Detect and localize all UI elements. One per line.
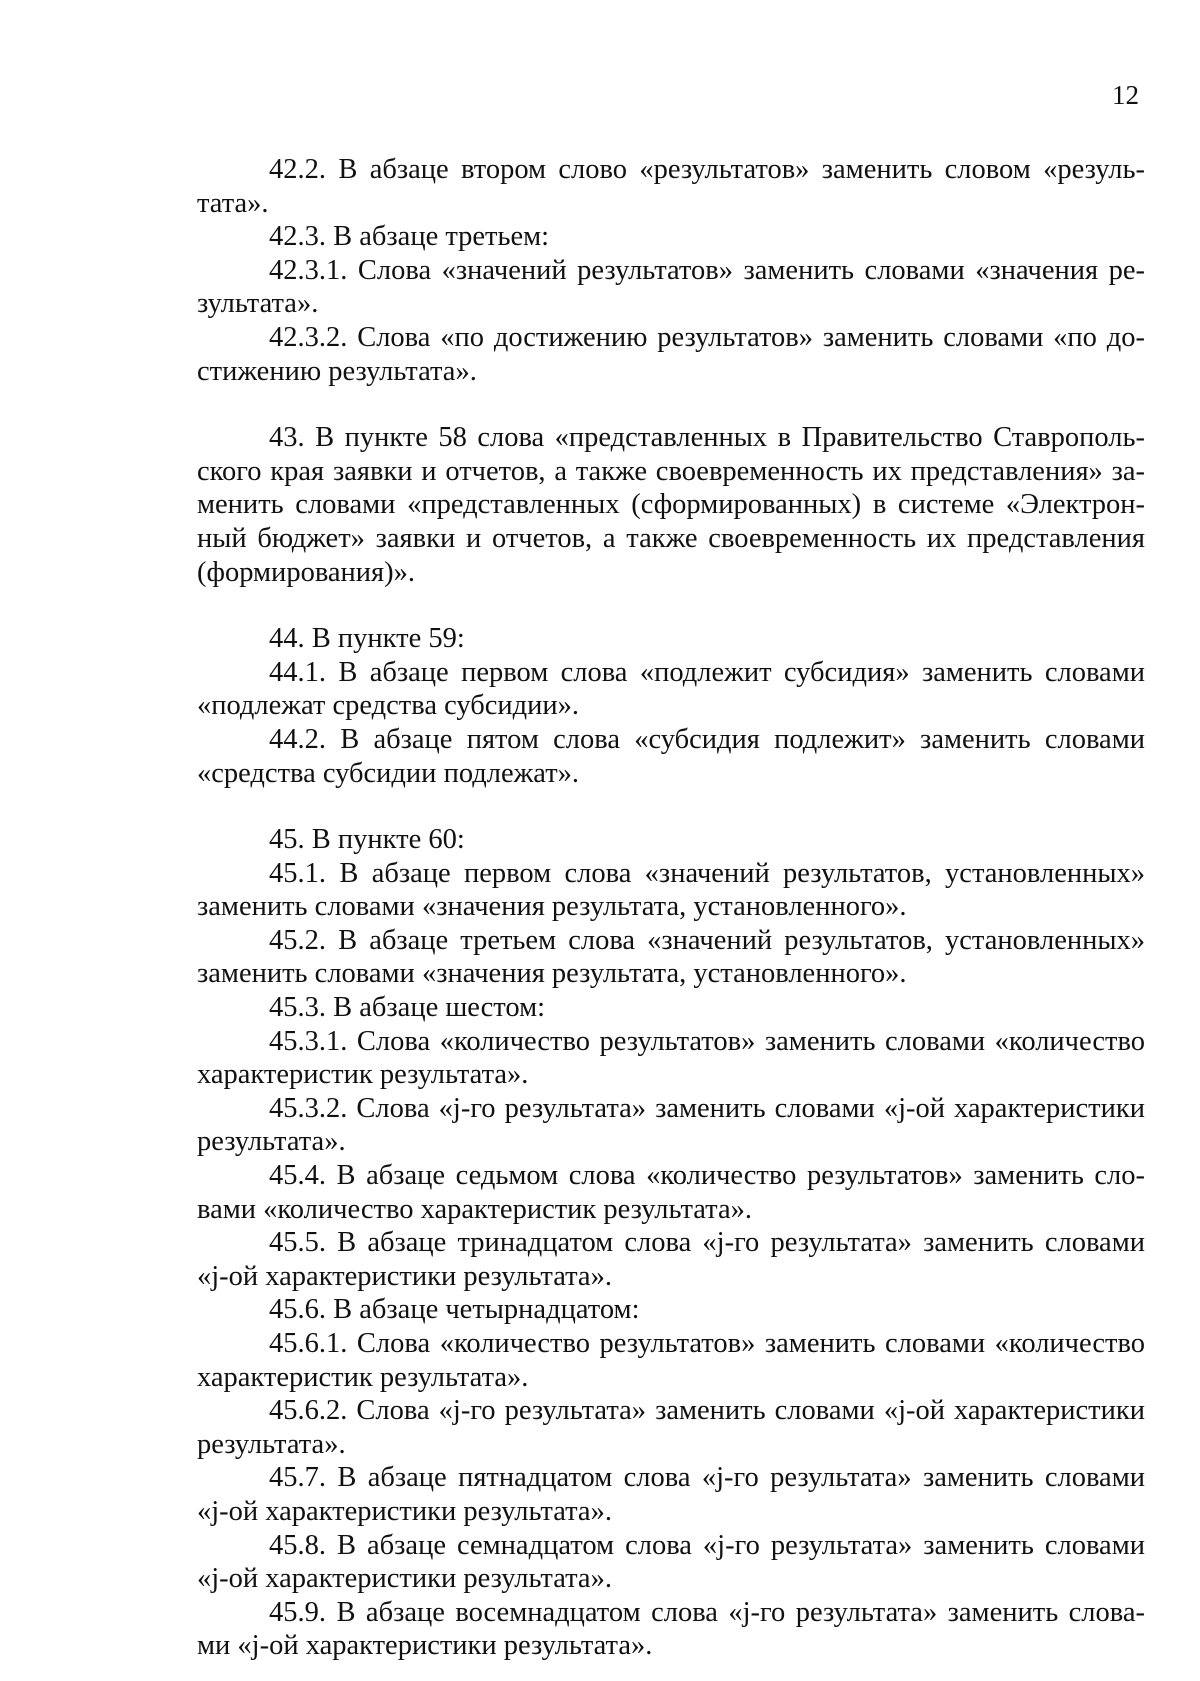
paragraph-line: 42.3.1. Слова «значений результатов» заменить словами «значения ре-	[269, 254, 1145, 286]
paragraph-45-3-1	[197, 1025, 1145, 1092]
paragraph-42-3	[197, 220, 1145, 254]
paragraph-44	[197, 622, 1145, 656]
paragraph-line: результата».	[197, 1126, 346, 1158]
paragraph-43	[197, 421, 1145, 589]
paragraph-line: 45.5. В абзаце тринадцатом слова «j-го результата» заменить словами	[269, 1227, 1145, 1259]
paragraph-45-3-2	[197, 1092, 1145, 1159]
paragraph-line: 44.2. В абзаце пятом слова «субсидия подлежит» заменить словами	[269, 723, 1145, 755]
paragraph-45-3	[197, 991, 1145, 1025]
paragraph-line: 45.3.1. Слова «количество результатов» заменить словами «количество	[269, 1025, 1145, 1057]
paragraph-line: заменить словами «значения результата, установленного».	[197, 958, 907, 990]
paragraph-45-6	[197, 1293, 1145, 1327]
paragraph-line: 45.6. В абзаце четырнадцатом:	[269, 1294, 640, 1326]
paragraph-45-4	[197, 1159, 1145, 1226]
paragraph-45-6-2	[197, 1394, 1145, 1461]
paragraph-line: зультата».	[197, 288, 319, 320]
paragraph-line: «j-ой характеристики результата».	[197, 1563, 612, 1595]
paragraph-line: 42.2. В абзаце втором слово «результатов» заменить словом «резуль-	[269, 154, 1145, 185]
paragraph-line: ми «j-ой характеристики результата».	[197, 1630, 653, 1662]
page-number: 12	[1112, 80, 1139, 110]
paragraph-line: заменить словами «значения результата, установленного».	[197, 891, 907, 923]
paragraph-line: «j-ой характеристики результата».	[197, 1495, 612, 1527]
document-body	[197, 153, 1145, 1663]
paragraph-42-3-1	[197, 254, 1145, 321]
paragraph-42-3-2	[197, 321, 1145, 388]
paragraph-line: менить словами «представленных (сформированных) в системе «Электрон-	[197, 489, 1145, 521]
paragraph-line: характеристик результата».	[197, 1361, 529, 1393]
paragraph-line: 44. В пункте 59:	[269, 623, 465, 655]
paragraph-line: 45.6.2. Слова «j-го результата» заменить словами «j-ой характеристики	[269, 1395, 1145, 1427]
paragraph-line: 44.1. В абзаце первом слова «подлежит субсидия» заменить словами	[269, 656, 1145, 688]
paragraph-line: тата».	[197, 187, 269, 219]
paragraph-44-2	[197, 723, 1145, 790]
paragraph-line: 45.1. В абзаце первом слова «значений результатов, установленных»	[269, 857, 1145, 889]
paragraph-line: 42.3. В абзаце третьем:	[269, 221, 550, 253]
paragraph-42-2	[197, 153, 1145, 220]
paragraph-line: стижению результата».	[197, 355, 477, 387]
paragraph-line: характеристик результата».	[197, 1059, 529, 1091]
paragraph-45	[197, 823, 1145, 857]
paragraph-line: 45.4. В абзаце седьмом слова «количество результатов» заменить сло-	[269, 1160, 1145, 1192]
paragraph-45-5	[197, 1226, 1145, 1293]
paragraph-45-7	[197, 1461, 1145, 1528]
paragraph-line: 45.7. В абзаце пятнадцатом слова «j-го результата» заменить словами	[269, 1462, 1145, 1494]
paragraph-44-1	[197, 656, 1145, 723]
paragraph-line: 45.2. В абзаце третьем слова «значений результатов, установленных»	[269, 924, 1145, 956]
paragraph-line: 45.8. В абзаце семнадцатом слова «j-го результата» заменить словами	[269, 1529, 1145, 1561]
paragraph-line: 42.3.2. Слова «по достижению результатов» заменить словами «по до-	[269, 321, 1145, 353]
paragraph-line: «j-ой характеристики результата».	[197, 1260, 612, 1292]
paragraph-line: 45.3. В абзаце шестом:	[269, 992, 546, 1024]
paragraph-line: 45.6.1. Слова «количество результатов» заменить словами «количество	[269, 1328, 1145, 1359]
paragraph-line: 45.9. В абзаце восемнадцатом слова «j-го результата» заменить слова-	[269, 1596, 1145, 1628]
paragraph-45-1	[197, 857, 1145, 924]
paragraph-45-6-1	[197, 1327, 1145, 1394]
paragraph-line: ского края заявки и отчетов, а также своевременность их представления» за-	[197, 455, 1145, 487]
paragraph-line: ный бюджет» заявки и отчетов, а также своевременность их представления	[197, 522, 1145, 554]
paragraph-45-8	[197, 1529, 1145, 1596]
paragraph-line: 45.3.2. Слова «j-го результата» заменить словами «j-ой характеристики	[269, 1092, 1145, 1124]
paragraph-line: «подлежат средства субсидии».	[197, 690, 580, 722]
paragraph-line: 43. В пункте 58 слова «представленных в Правительство Ставрополь-	[269, 422, 1145, 454]
paragraph-45-9	[197, 1596, 1145, 1663]
paragraph-line: вами «количество характеристик результата».	[197, 1193, 752, 1225]
paragraph-line: (формирования)».	[197, 556, 416, 588]
paragraph-line: «средства субсидии подлежат».	[197, 757, 580, 789]
paragraph-line: 45. В пункте 60:	[269, 824, 465, 856]
paragraph-line: результата».	[197, 1428, 346, 1460]
paragraph-45-2	[197, 924, 1145, 991]
